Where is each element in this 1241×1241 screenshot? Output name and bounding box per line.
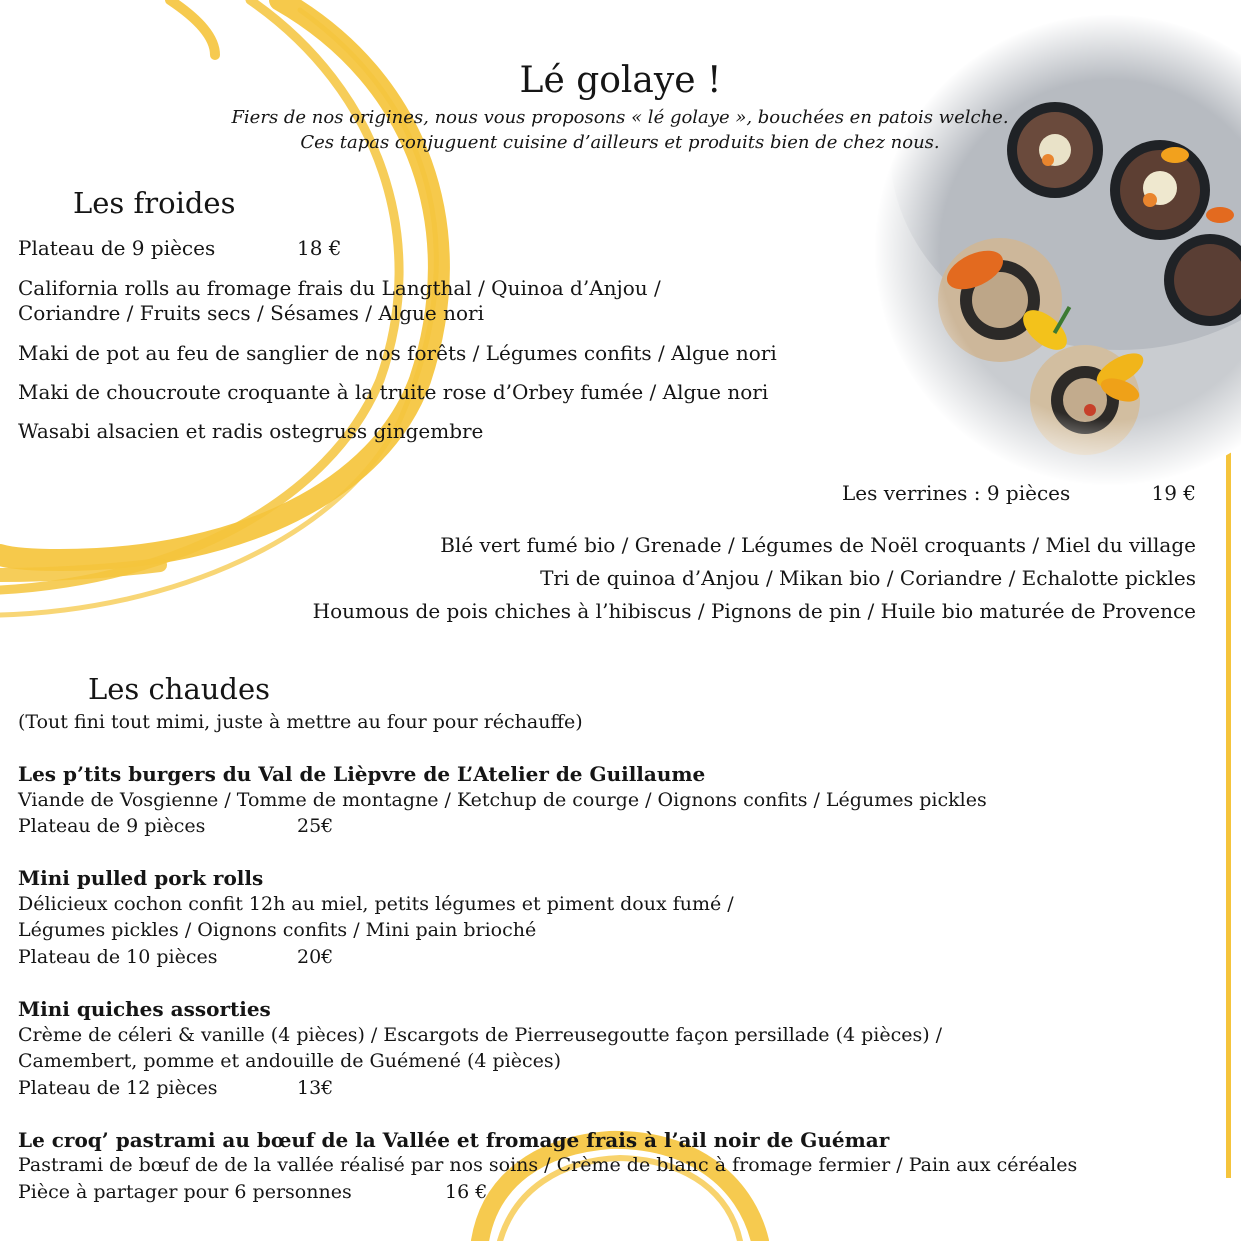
- pork-rolls-description-2: Légumes pickles / Oignons confits / Mini pain brioché: [18, 919, 537, 941]
- froides-plateau-label: Plateau de 9 pièces: [18, 236, 216, 260]
- verrines-price: 19 €: [1151, 481, 1196, 505]
- verrines-item-3: Houmous de pois chiches à l’hibiscus / Pignons de pin / Huile bio maturée de Provence: [312, 599, 1196, 623]
- tagline-line-1: Fiers de nos origines, nous vous proposons « lé golaye », bouchées en patois welche.: [231, 107, 1009, 128]
- croq-pastrami-price: 16 €: [445, 1181, 488, 1203]
- tagline-line-2: Ces tapas conjuguent cuisine d’ailleurs et produits bien de chez nous.: [300, 132, 940, 153]
- quiches-price: 13€: [297, 1077, 334, 1099]
- froides-item-1-line-2: Coriandre / Fruits secs / Sésames / Algue nori: [18, 301, 484, 325]
- croq-pastrami-description: Pastrami de bœuf de de la vallée réalisé par nos soins / Crème de blanc à fromage fermier / Pain aux céréales: [18, 1154, 1078, 1176]
- quiches-plateau-label: Plateau de 12 pièces: [18, 1077, 218, 1099]
- burgers-description: Viande de Vosgienne / Tomme de montagne / Ketchup de courge / Oignons confits / Légumes pickles: [18, 789, 987, 811]
- pork-rolls-plateau-label: Plateau de 10 pièces: [18, 946, 218, 968]
- pork-rolls-title: Mini pulled pork rolls: [18, 866, 264, 890]
- chaudes-subheading: (Tout fini tout mimi, juste à mettre au four pour réchauffe): [18, 711, 583, 733]
- quiches-title: Mini quiches assorties: [18, 997, 271, 1021]
- verrines-item-2: Tri de quinoa d’Anjou / Mikan bio / Coriandre / Echalotte pickles: [540, 566, 1196, 590]
- croq-pastrami-plateau-label: Pièce à partager pour 6 personnes: [18, 1181, 352, 1203]
- froides-plateau-price: 18 €: [297, 236, 342, 260]
- froides-item-3: Maki de choucroute croquante à la truite rose d’Orbey fumée / Algue nori: [18, 380, 769, 404]
- verrines-label: Les verrines : 9 pièces: [842, 481, 1071, 505]
- pork-rolls-description-1: Délicieux cochon confit 12h au miel, petits légumes et piment doux fumé /: [18, 893, 734, 915]
- burgers-price: 25€: [297, 815, 334, 837]
- section-heading-chaudes: Les chaudes: [88, 672, 271, 706]
- burgers-plateau-label: Plateau de 9 pièces: [18, 815, 206, 837]
- froides-item-2: Maki de pot au feu de sanglier de nos forêts / Légumes confits / Algue nori: [18, 341, 777, 365]
- croq-pastrami-title: Le croq’ pastrami au bœuf de la Vallée et fromage frais à l’ail noir de Guémar: [18, 1128, 890, 1152]
- quiches-description-1: Crème de céleri & vanille (4 pièces) / Escargots de Pierreusegoutte façon persillade (4 pièces) /: [18, 1024, 943, 1046]
- verrines-item-1: Blé vert fumé bio / Grenade / Légumes de Noël croquants / Miel du village: [440, 533, 1196, 557]
- quiches-description-2: Camembert, pomme et andouille de Guémené (4 pièces): [18, 1050, 562, 1072]
- froides-item-4: Wasabi alsacien et radis ostegruss gingembre: [18, 419, 484, 443]
- froides-item-1-line-1: California rolls au fromage frais du Langthal / Quinoa d’Anjou /: [18, 276, 661, 300]
- page-title: Lé golaye !: [519, 60, 722, 101]
- section-heading-froides: Les froides: [73, 186, 236, 220]
- burgers-title: Les p’tits burgers du Val de Lièpvre de L’Atelier de Guillaume: [18, 762, 706, 786]
- pork-rolls-price: 20€: [297, 946, 334, 968]
